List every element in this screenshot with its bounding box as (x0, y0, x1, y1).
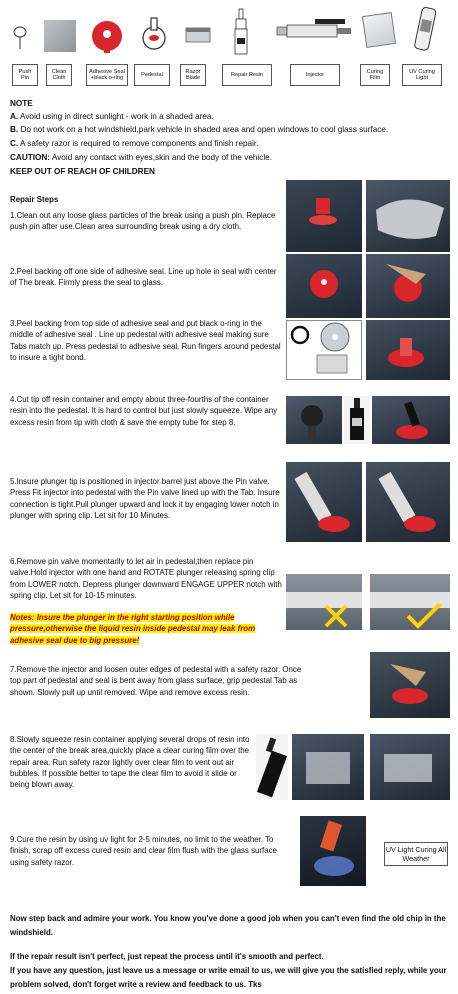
step-2-photo-b (366, 254, 450, 318)
step-5-text: 5.Insure plunger tip is positioned in injector barrel just above the Pin valve. Press Fit injector into pedestal with the Pin valve lined up with the Tab. Insure connection is tight.Pull plunger upward and lock it by engaging lower notch in plunger with spring clip. Let sit for 10 Minutes. (10, 477, 280, 520)
step-6-warning-note: Notes: Insure the plunger in the right starting position while pressure,otherwise the liquid resin inside pedestal may leak from adhesive seal due to big pressure! (10, 613, 256, 645)
step-1-photo-a (286, 180, 362, 252)
step-6-text: 6.Remove pin valve momentarily to let air in pedestal,then replace pin valve.Hold injector with one hand and ROTATE plunger releasing spring clip from LOWER notch. Depress plunger downward ENGAGE UPPER notch with spring clip. Let sit for 10-15 minutes. (10, 557, 282, 600)
kit-label-clean-cloth: Clean Cloth (46, 64, 72, 86)
note-b: B. Do not work on a hot windshield,park vehicle in shaded area and open windows to cool glass surface. (10, 125, 389, 134)
step-4-resin-bottle (344, 396, 370, 444)
note-c: C. A safety razor is required to remove components and finish repair. (10, 139, 259, 148)
step-4-text: 4.Cut tip off resin container and empty about three-fourths of the container resin into the pedestal. It is hard to control but just slowly squeeze. Wipe any excess resin from tip with cloth & save the empty tube for step 8. (10, 395, 278, 427)
kit-components-row (0, 0, 458, 90)
step-6-photo-wrong (286, 574, 362, 630)
note-a: A. Avoid using in direct sunlight - work in a shaded area. (10, 112, 214, 121)
step-5-photo-b (366, 462, 450, 542)
step-8-photo-b (370, 734, 450, 800)
pedestal-image (140, 14, 168, 54)
step-5-photo-a (286, 462, 362, 542)
footer-repeat-text: If the repair result isn't perfect, just repeat the process until it's smooth and perfect. (10, 952, 324, 961)
clean-cloth-image (44, 20, 76, 52)
uv-curing-light-image (412, 6, 440, 54)
step-1-photo-b (366, 180, 450, 252)
step-4-photo-a (286, 396, 342, 444)
step-3-diagram (286, 320, 362, 380)
repair-steps-title: Repair Steps (10, 195, 59, 204)
kit-label-curing-film: Curing Film (360, 64, 390, 86)
caution-note: CAUTION: Avoid any contact with eyes,skin and the body of the vehicle. (10, 153, 272, 162)
kit-label-pedestal: Pedestal (134, 64, 170, 86)
step-9-photo (300, 816, 366, 886)
injector-image (275, 18, 355, 44)
step-8-text: 8.Slowly squeeze resin container applying several drops of resin into the center of the break area,quickly place a clear curing film over the repair area. Run safety razor lightly over clear film to vent out air bubbles. If possible better to tape the clear film to avoid it slide or being blown away. (10, 735, 250, 790)
step-8-resin-bottle (256, 734, 288, 800)
uv-curing-label: UV Light Curing All Weather (384, 842, 448, 866)
step-6-photo-right (370, 574, 450, 630)
note-title: NOTE (10, 99, 33, 108)
kit-label-adhesive-seal: Adhesive Seal +black o-ring (86, 64, 128, 86)
kit-label-razor-blade: Razor Blade (180, 64, 206, 86)
step-4-photo-b (372, 396, 450, 444)
step-2-photo-a (286, 254, 362, 318)
step-7-text: 7.Remove the injector and loosen outer edges of pedestal with a safety razor. Once top part of pedestal and seal is bent away from glass surface, grip pedestal Tab as shown. Slowly pull up until removed. Wipe and remove excess resin. (10, 665, 302, 697)
step-8-photo-a (292, 734, 364, 800)
step-7-photo (370, 652, 450, 718)
footer-contact-text: If you have any question, just leave us a message or write email to us, we will give you the satisfied reply, while your problem solved, don't forget write a review and feedback to us. Tks (10, 966, 447, 989)
keep-out-warning: KEEP OUT OF REACH OF CHILDREN (10, 167, 155, 176)
kit-label-push-pin: Push Pin (12, 64, 38, 86)
kit-label-uv-curing-light: UV Curing Light (402, 64, 442, 86)
step-2-text: 2.Peel backing off one side of adhesive seal. Line up hole in seal with center of The break. Firmly press the seal to glass. (10, 267, 277, 288)
adhesive-seal-image (90, 18, 124, 54)
push-pin-icon (12, 26, 28, 50)
step-3-photo (366, 320, 450, 380)
razor-blade-image (184, 24, 212, 46)
kit-label-injector: Injector (290, 64, 340, 86)
step-1-text: 1.Clean out any loose glass particles of the break using a push pin. Replace push pin after use.Clean area surrounding break using a dry cloth. (10, 211, 276, 232)
footer-admire-text: Now step back and admire your work. You know you've done a good job when you can't even find the old chip in the windshield. (10, 914, 446, 937)
repair-resin-bottle-image (233, 8, 249, 56)
step-9-text: 9.Cure the resin by using uv light for 2-5 minutes, no limit to the weather. To finish, scrap off excess cured resin and clear film flush with the glass surface using safety razor. (10, 835, 277, 867)
step-3-text: 3.Peel backing from top side of adhesive seal and put black o-ring in the middle of adhesive seal . Line up pedestal with adhesive seal making sure Tabs match up. Press pedestal to adhesive seal. Run fingers around pedestal to insure a tight bond. (10, 319, 281, 362)
kit-label-repair-resin: Repair Resin (222, 64, 272, 86)
curing-film-image (362, 12, 396, 48)
